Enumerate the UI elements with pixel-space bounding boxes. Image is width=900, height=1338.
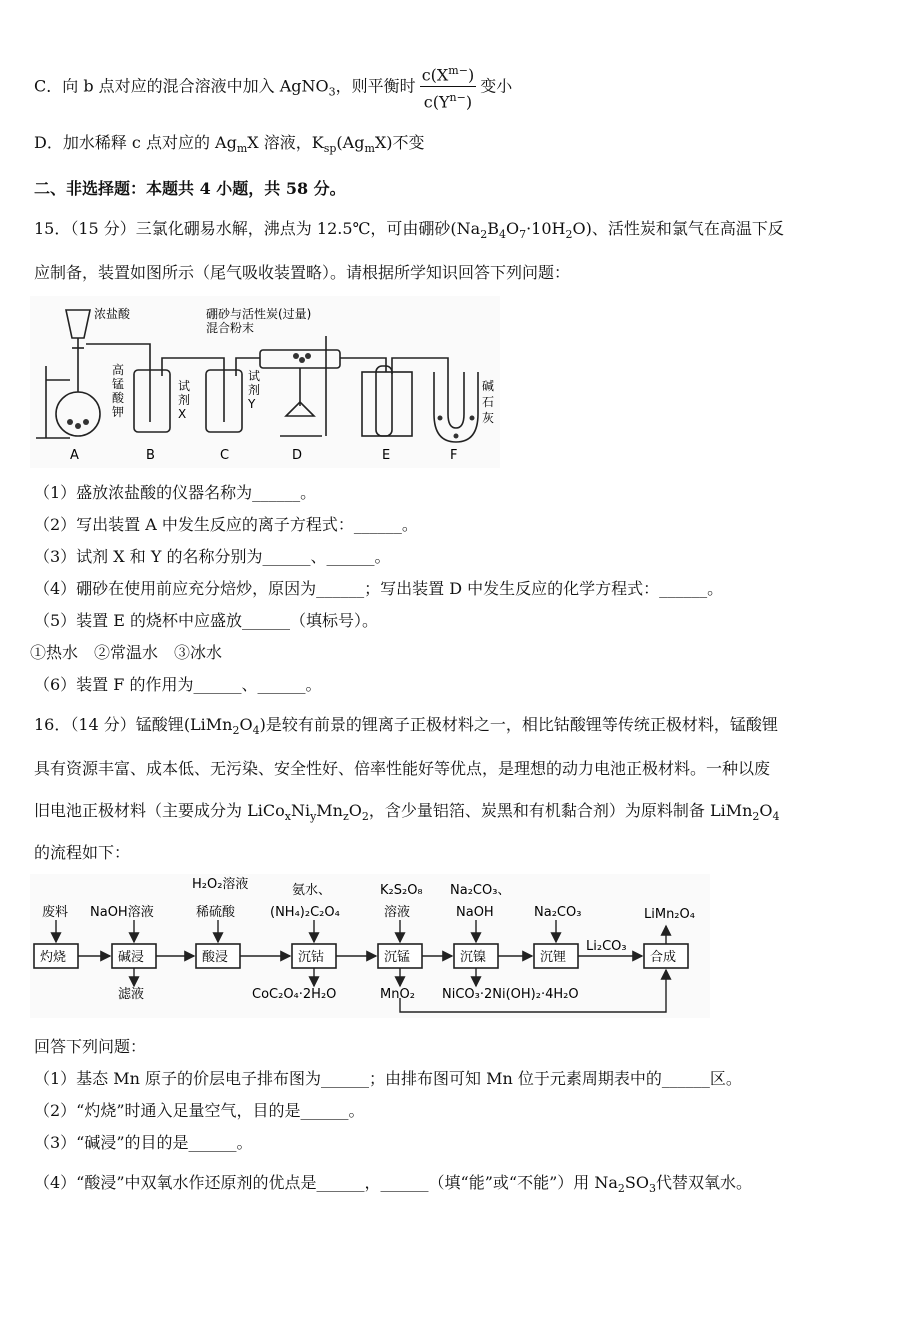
q16-line1: 16．（14 分）锰酸锂$(LiMn_2O_4)$是较有前景的锂离子正极材料之一，相比钴酸锂等传统正极材料，锰酸锂	[34, 715, 778, 738]
q16-sub1: （1）基态 Mn 原子的价层电子排布图为______；由排布图可知 Mn 位于元素周期表中的______区。	[34, 1069, 742, 1088]
svg-text:H₂O₂溶液: H₂O₂溶液	[192, 877, 249, 892]
section-heading: 二、非选择题：本题共 4 小题，共 58 分。	[34, 179, 346, 198]
svg-text:沉镍: 沉镍	[460, 950, 487, 965]
svg-text:Na₂CO₃: Na₂CO₃	[534, 905, 582, 920]
svg-text:灼烧: 灼烧	[40, 950, 67, 965]
svg-text:X: X	[178, 407, 187, 421]
q15-sub5-options: ①热水 ②常温水 ③冰水	[30, 643, 223, 662]
q16-line2: 具有资源丰富、成本低、无污染、安全性好、倍率性能好等优点，是理想的动力电池正极材料。一种以废	[34, 759, 771, 778]
svg-text:碱浸: 碱浸	[118, 950, 145, 965]
svg-text:K₂S₂O₈: K₂S₂O₈	[380, 883, 423, 898]
svg-text:沉钴: 沉钴	[298, 950, 325, 965]
q16-sub3: （3）“碱浸”的目的是______。	[34, 1133, 253, 1152]
svg-text:高: 高	[112, 363, 125, 377]
svg-text:合成: 合成	[650, 950, 677, 965]
svg-text:NaOH溶液: NaOH溶液	[90, 905, 154, 920]
svg-text:氨水、: 氨水、	[292, 883, 332, 898]
q16-sub4: （4）“酸浸”中双氧水作还原剂的优点是______，______（填“能”或“不能”）用 $Na_2SO_3$代替双氧水。	[34, 1173, 752, 1196]
svg-text:LiMn₂O₄: LiMn₂O₄	[644, 907, 695, 922]
svg-text:溶液: 溶液	[384, 905, 411, 920]
svg-text:B: B	[146, 448, 155, 463]
q15-sub2: （2）写出装置 A 中发生反应的离子方程式：______。	[34, 515, 418, 534]
svg-text:Na₂CO₃、: Na₂CO₃、	[450, 883, 511, 898]
svg-text:酸浸: 酸浸	[202, 950, 229, 965]
option-d: D．加水稀释 c 点对应的 $Ag_mX$ 溶液，$K_{sp}(Ag_mX)$不变	[34, 133, 425, 156]
svg-text:石: 石	[482, 395, 495, 409]
q15-sub6: （6）装置 F 的作用为______、______。	[34, 675, 322, 694]
svg-text:Li₂CO₃: Li₂CO₃	[586, 939, 627, 954]
svg-text:CoC₂O₄·2H₂O: CoC₂O₄·2H₂O	[252, 987, 337, 1002]
q15-sub1: （1）盛放浓盐酸的仪器名称为______。	[34, 483, 317, 502]
svg-text:酸: 酸	[112, 391, 125, 405]
svg-text:Y: Y	[248, 397, 256, 411]
svg-text:(NH₄)₂C₂O₄: (NH₄)₂C₂O₄	[270, 905, 340, 920]
option-c: C．向 b 点对应的混合溶液中加入 AgNO$_3$，则平衡时 $\frac{c(X^{m-})}{c(Y^{n-})}$ 变小	[34, 60, 512, 114]
svg-text:D: D	[292, 448, 303, 463]
q15-line2: 应制备，装置如图所示（尾气吸收装置略）。请根据所学知识回答下列问题：	[34, 263, 571, 282]
svg-text:剂: 剂	[178, 393, 191, 407]
svg-text:钾: 钾	[112, 405, 125, 419]
svg-text:E: E	[382, 448, 391, 463]
svg-text:滤液: 滤液	[118, 987, 145, 1002]
svg-text:灰: 灰	[482, 411, 495, 425]
q16-line4: 的流程如下：	[34, 843, 131, 862]
svg-text:NaOH: NaOH	[456, 905, 494, 920]
fig-label-conc-hcl: 浓盐酸	[94, 307, 131, 321]
q15-sub4: （4）硼砂在使用前应充分焙炒，原因为______；写出装置 D 中发生反应的化学方程式：______。	[34, 579, 724, 598]
svg-text:试: 试	[248, 369, 261, 383]
svg-text:混合粉末: 混合粉末	[206, 321, 255, 335]
q15-sub3: （3）试剂 X 和 Y 的名称分别为______、______。	[34, 547, 391, 566]
apparatus-figure	[30, 296, 500, 468]
svg-text:硼砂与活性炭(过量): 硼砂与活性炭(过量)	[206, 307, 312, 321]
svg-text:NiCO₃·2Ni(OH)₂·4H₂O: NiCO₃·2Ni(OH)₂·4H₂O	[442, 987, 579, 1002]
svg-text:F: F	[450, 448, 458, 463]
svg-text:沉锂: 沉锂	[540, 950, 567, 965]
svg-text:锰: 锰	[112, 377, 125, 391]
svg-text:废料: 废料	[42, 905, 69, 920]
svg-text:剂: 剂	[248, 383, 261, 397]
process-flowchart	[30, 874, 710, 1018]
q16-line3: 旧电池正极材料（主要成分为 $LiCo_xNi_yMn_zO_2$，含少量铝箔、炭黑和有机黏合剂）为原料制备 $LiMn_2O_4$	[34, 801, 780, 824]
svg-text:A: A	[70, 448, 79, 463]
svg-text:试: 试	[178, 379, 191, 393]
svg-text:稀硫酸: 稀硫酸	[196, 905, 236, 920]
svg-text:碱: 碱	[482, 379, 495, 393]
svg-text:C: C	[220, 448, 230, 463]
ratio-fraction: $\frac{c(X^{m-})}{c(Y^{n-})}$	[420, 60, 477, 114]
svg-text:沉锰: 沉锰	[384, 950, 411, 965]
q16-sub2: （2）“灼烧”时通入足量空气，目的是______。	[34, 1101, 365, 1120]
svg-text:MnO₂: MnO₂	[380, 987, 415, 1002]
q16-ask: 回答下列问题：	[34, 1037, 147, 1056]
q15-line1: 15．（15 分）三氯化硼易水解，沸点为 12.5℃，可由硼砂$(Na_2B_4O_7\cdot 10H_2O)$、活性炭和氯气在高温下反	[34, 219, 784, 242]
q15-sub5: （5）装置 E 的烧杯中应盛放______（填标号）。	[34, 611, 379, 630]
